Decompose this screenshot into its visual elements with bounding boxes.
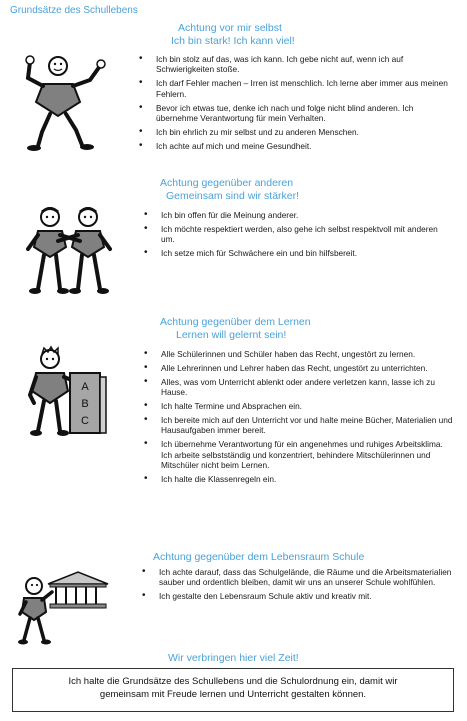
list-item: • Ich halte die Klassenregeln ein.: [143, 474, 453, 484]
book-letter-b: B: [81, 398, 89, 410]
figure-carrying-school-building-icon: [18, 570, 113, 645]
section-2-heading-line2: Gemeinsam sind wir stärker!: [166, 190, 300, 202]
section-4-heading-line1: Achtung gegenüber dem Lebensraum Schule: [153, 551, 365, 563]
section-3-heading-line2: Lernen will gelernt sein!: [176, 329, 287, 341]
document-title: Grundsätze des Schullebens: [10, 5, 138, 16]
section-4-list: [141, 567, 453, 605]
closing-statement-box: [12, 668, 454, 712]
list-item: • Ich achte darauf, dass das Schulgelände, die Räume und die Arbeitsmaterialien sauber und ordentlich bleiben, damit wir uns an unserer Schule wohlfühlen.: [141, 567, 453, 588]
section-2-list: [143, 210, 448, 262]
section-3-list: [143, 349, 453, 488]
list-item: • Ich übernehme Verantwortung für ein angenehmes und ruhiges Arbeitsklima. Ich arbeite selbstständig und konzentriert, behindere Mitschülerinnen und Mitschüler nicht beim Lernen.: [143, 439, 453, 470]
figure-with-book-icon: [28, 345, 123, 440]
section-4-heading: [153, 551, 364, 564]
list-item: • Ich halte Termine und Absprachen ein.: [143, 401, 453, 411]
section-1-heading-line2: Ich bin stark! Ich kann viel!: [171, 35, 295, 47]
section-1-list: [138, 54, 448, 155]
book-letter-a: A: [81, 381, 89, 393]
list-item: • Ich bereite mich auf den Unterricht vor und halte meine Bücher, Materialien und Hausaufgaben immer bereit.: [143, 415, 453, 436]
list-item: • Ich möchte respektiert werden, also gehe ich selbst respektvoll mit anderen um.: [143, 224, 448, 245]
list-item: • Ich darf Fehler machen – Irren ist menschlich. Ich lerne aber immer aus meinen Fehlern.: [138, 78, 448, 99]
section-1-heading: [171, 22, 295, 48]
section-3-heading: [160, 316, 311, 342]
list-item: • Ich bin ehrlich zu mir selbst und zu anderen Menschen.: [138, 127, 448, 137]
section-3-heading-line1: Achtung gegenüber dem Lernen: [160, 316, 311, 328]
list-item: • Ich bin offen für die Meinung anderer.: [143, 210, 448, 220]
closing-text-line1: Ich halte die Grundsätze des Schullebens und die Schulordnung ein, damit wir: [68, 676, 398, 687]
strong-stick-figure-icon: [18, 50, 113, 155]
list-item: • Bevor ich etwas tue, denke ich nach und folge nicht blind anderen. Ich übernehme Verantwortung für mein Verhalten.: [138, 103, 448, 124]
section-2-heading: [160, 177, 299, 203]
closing-heading: Wir verbringen hier viel Zeit!: [168, 652, 299, 664]
list-item: • Ich setze mich für Schwächere ein und bin hilfsbereit.: [143, 248, 448, 258]
two-friends-stick-figure-icon: [22, 205, 117, 295]
closing-text-line2: gemeinsam mit Freude lernen und Unterricht gestalten können.: [99, 689, 367, 700]
list-item: • Alles, was vom Unterricht ablenkt oder andere verletzen kann, lasse ich zu Hause.: [143, 377, 453, 398]
list-item: • Ich bin stolz auf das, was ich kann. Ich gebe nicht auf, wenn ich auf Schwierigkeiten stoße.: [138, 54, 448, 75]
list-item: • Ich gestalte den Lebensraum Schule aktiv und kreativ mit.: [141, 591, 453, 601]
section-2-heading-line1: Achtung gegenüber anderen: [160, 177, 294, 189]
list-item: • Alle Lehrerinnen und Lehrer haben das Recht, ungestört zu unterrichten.: [143, 363, 453, 373]
section-1-heading-line1: Achtung vor mir selbst: [178, 22, 282, 34]
list-item: • Alle Schülerinnen und Schüler haben das Recht, ungestört zu lernen.: [143, 349, 453, 359]
book-letter-c: C: [81, 415, 89, 427]
list-item: • Ich achte auf mich und meine Gesundheit.: [138, 141, 448, 151]
